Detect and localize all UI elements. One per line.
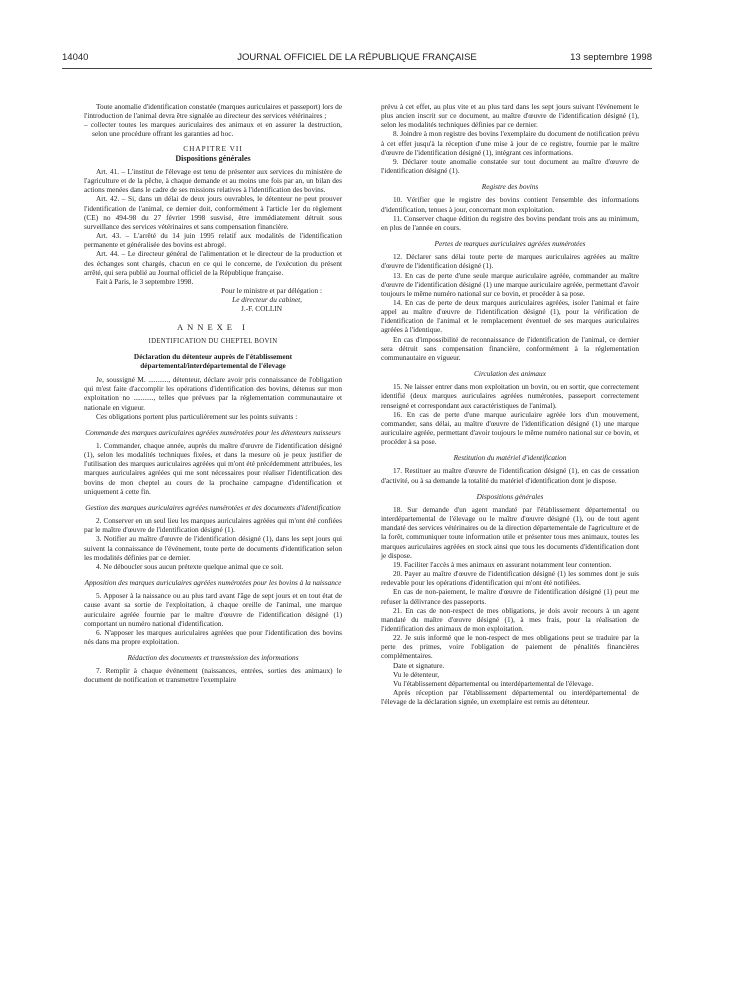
chapter-title: Dispositions générales <box>175 153 251 163</box>
date-signature: Date et signature. <box>393 660 445 670</box>
item: 12. Déclarer sans délai toute perte de marques auriculaires agréées au maître d'œuvre de l'identification désigné (1). <box>381 252 639 271</box>
item: 13. En cas de perte d'une seule marque auriculaire agréée, commander au maître d'œuvre de l'identification désigné (1) une marque auriculaire agréée, permettant d'avoir toujours le même numéro national sur ce bovin, et procéder à sa pose. <box>381 270 639 298</box>
item: 10. Vérifier que le registre des bovins contient l'ensemble des informations d'identification, tenues à jour, concernant mon exploitation. <box>381 195 639 214</box>
item: 17. Restituer au maître d'œuvre de l'identification désigné (1), en cas de cessation d'activité, ou à sa demande la totalité du matériel d'identification dont je dispose. <box>381 466 639 485</box>
item: 9. Déclarer toute anomalie constatée sur tout document au maître d'œuvre de l'identification désigné (1). <box>381 156 639 176</box>
section-heading: Dispositions générales <box>476 491 544 501</box>
item: 16. En cas de perte d'une marque auriculaire agréée lors d'un mouvement, commander, sans délai, au maître d'œuvre de l'identification désigné (1) une marque auriculaire agréée, permettant d'avoir toujours le même numéro national sur ce bovin, et procéder à sa pose. <box>381 409 639 447</box>
page-header <box>62 52 652 68</box>
journal-title: JOURNAL OFFICIEL DE LA RÉPUBLIQUE FRANÇAISE <box>237 52 477 63</box>
item: 2. Conserver en un seul lieu les marques auriculaires agréées qui m'ont été confiées par le maître d'œuvre de l'identification désigné (1). <box>84 516 342 535</box>
section-heading: Gestion des marques auriculaires agréées numérotées et des documents d'identification <box>85 502 341 512</box>
left-column <box>84 102 342 685</box>
item: 21. En cas de non-respect de mes obligations, je dois avoir recours à un agent mandaté du maître d'œuvre désigné (1), à mes frais, pour la réalisation de l'identification des animaux de mon exploitation. <box>381 605 639 633</box>
paragraph: – collecter toutes les marques auriculaires des animaux et en assurer la destruction, selon une procédure offrant les garanties ad hoc. <box>84 120 342 139</box>
item: 5. Apposer à la naissance ou au plus tard avant l'âge de sept jours et en tout état de cause avant sa sortie de l'exploitation, à chaque oreille de l'animal, une marque auriculaire agréée fournie par le maître d'œuvre de l'identification désigné (1) comportant un numéro national d'identification. <box>84 591 342 628</box>
paragraph: Je, soussigné M. ..........., détenteur, déclare avoir pris connaissance de l'obligation qui m'est faite d'accomplir les opérations d'identification des bovins, détenus sur mon exploitation no ..........., telles que prévues par la réglementation communautaire et nationale en vigueur. <box>84 375 342 412</box>
done-at: Fait à Paris, le 3 septembre 1998. <box>96 276 194 286</box>
item: 22. Je suis informé que le non-respect de mes obligations peut se traduire par la perte des primes, voire l'obligation de paiement de pénalités financières complémentaires. <box>381 633 639 661</box>
signature-title: Le directeur du cabinet, <box>232 295 302 305</box>
signature-name: J.-F. COLLIN <box>241 304 282 314</box>
page-number: 14040 <box>62 52 89 63</box>
article-44: Art. 44. – Le directeur général de l'alimentation et le directeur de la production et des échanges sont chargés, chacun en ce qui le concerne, de l'exécution du présent arrêté, qui sera publié au Journal officiel de la République française. <box>84 249 342 277</box>
item: 20. Payer au maître d'œuvre de l'identification désigné (1) les sommes dont je suis redevable pour les opérations d'identification qui m'ont été notifiées. <box>381 569 639 588</box>
section-heading: Circulation des animaux <box>474 369 546 379</box>
item: 19. Faciliter l'accès à mes animaux en assurant notamment leur contention. <box>393 559 612 569</box>
item: En cas d'impossibilité de reconnaissance de l'identification de l'animal, ce dernier sera détruit sans compensation financière, conformément à la réglementation communautaire en vigueur. <box>381 334 639 362</box>
item: 6. N'apposer les marques auriculaires agréées que pour l'identification des bovins nés dans ma propre exploitation. <box>84 627 342 646</box>
seen-by-establishment: Vu l'établissement départemental ou interdépartemental de l'élevage. <box>393 678 594 688</box>
item: 1. Commander, chaque année, auprès du maître d'œuvre de l'identification désigné (1), selon les modalités techniques fixées, et dans la mesure où je peux justifier de l'utilisation des marques auriculaires agréées qui m'ont été précédemment attribuées, les marques auriculaires agréées qui me sont nécessaires pour réaliser l'identification des bovins de mon cheptel au cours de la prochaine campagne d'identification et uniquement à cette fin. <box>84 441 342 496</box>
section-heading: Rédaction des documents et transmission des informations <box>127 653 299 663</box>
annex-subtitle: IDENTIFICATION DU CHEPTEL BOVIN <box>148 337 278 345</box>
section-heading: Commande des marques auriculaires agréées numérotées pour les détenteurs naisseurs <box>85 427 341 437</box>
header-rule <box>62 68 652 69</box>
section-heading: Restitution du matériel d'identification <box>453 453 567 463</box>
section-heading: Apposition des marques auriculaires agréées numérotées pour les bovins à la naissance <box>84 578 342 588</box>
annex-heading: ANNEXE I <box>177 322 249 333</box>
section-heading: Pertes de marques auriculaires agréées numérotées <box>434 239 586 249</box>
declaration-title: Déclaration du détenteur auprès de l'établissement départemental/interdépartemental de l'élevage <box>133 351 293 370</box>
chapter-heading: CHAPITRE VII <box>183 143 243 153</box>
seen-by-holder: Vu le détenteur, <box>393 669 440 679</box>
signature-line: Pour le ministre et par délégation : <box>221 285 322 295</box>
item: 14. En cas de perte de deux marques auriculaires agréées, isoler l'animal et faire appel au maître d'œuvre de l'identification désigné (1), pour la vérification de l'identification de l'animal et le remplacement éventuel de ses marques auriculaires agréées à l'identique. <box>381 297 639 335</box>
paragraph: prévu à cet effet, au plus vite et au plus tard dans les sept jours suivant l'événement le plus ancien inscrit sur ce document, au maître d'œuvre de l'identification désigné (1), selon les modalités techniques définies par ce dernier. <box>381 102 639 130</box>
item: 7. Remplir à chaque événement (naissances, entrées, sorties des animaux) le document de notification et transmettre l'exemplaire <box>84 666 342 685</box>
paragraph: Toute anomalie d'identification constatée (marques auriculaires et passeport) lors de l'introduction de l'animal devra être signalée au directeur des services vétérinaires ; <box>84 102 342 121</box>
item: 15. Ne laisser entrer dans mon exploitation un bovin, ou en sortir, que correctement identifié (deux marques auriculaires agréées numérotées, passeport correctement renseigné et correspondant aux caractéristiques de l'animal). <box>381 382 639 410</box>
item: 4. Ne déboucler sous aucun prétexte quelque animal que ce soit. <box>96 561 284 571</box>
article-42: Art. 42. – Si, dans un délai de deux jours ouvrables, le détenteur ne peut prouver l'identification de l'animal, ce dernier doit, conformément à l'article 1er du règlement (CE) no 494-98 du 27 février 1998 susvisé, être immédiatement détruit sous surveillance des services vétérinaires et sans compensation financière. <box>84 194 342 231</box>
item: 3. Notifier au maître d'œuvre de l'identification désigné (1), dans les sept jours qui suivent la connaissance de l'événement, toute perte de documents d'identification selon les modalités définies par ce dernier. <box>84 534 342 562</box>
article-43: Art. 43. – L'arrêté du 14 juin 1995 relatif aux modalités de l'identification permanente et généralisée des bovins est abrogé. <box>84 231 342 250</box>
item: En cas de non-paiement, le maître d'œuvre de l'identification désigné (1) peut me refuser la délivrance des passeports. <box>381 587 639 606</box>
item: 11. Conserver chaque édition du registre des bovins pendant trois ans au minimum, en plus de l'année en cours. <box>381 213 639 232</box>
right-column <box>381 102 639 706</box>
closing-paragraph: Après réception par l'établissement départemental ou interdépartemental de l'élevage de la déclaration signée, un exemplaire est remis au détenteur. <box>381 688 639 707</box>
section-heading: Registre des bovins <box>481 182 539 192</box>
issue-date: 13 septembre 1998 <box>570 52 652 63</box>
paragraph: Ces obligations portent plus particulièrement sur les points suivants : <box>96 411 298 421</box>
article-41: Art. 41. – L'institut de l'élevage est tenu de présenter aux services du ministère de l'agriculture et de la pêche, à chaque demande et au moins une fois par an, un bilan des actions menées dans le cadre de ses missions relatives à l'identification des bovins. <box>84 166 342 195</box>
item: 18. Sur demande d'un agent mandaté par l'établissement départemental ou interdépartemental de l'élevage ou le maître d'œuvre désigné (1), ou de tout agent mandaté des services vétérinaires ou de la direction départementale de l'agriculture et de la forêt, communiquer toute information utile et présenter tous mes animaux, toutes les marques auriculaires agréées en stock ainsi que tous les documents d'identification dont je dispose. <box>381 504 639 560</box>
item: 8. Joindre à mon registre des bovins l'exemplaire du document de notification prévu à cet effet jusqu'à la réception d'une mise à jour de ce registre, fournie par le maître d'œuvre de l'identification désigné (1), intégrant ces informations. <box>381 129 639 157</box>
